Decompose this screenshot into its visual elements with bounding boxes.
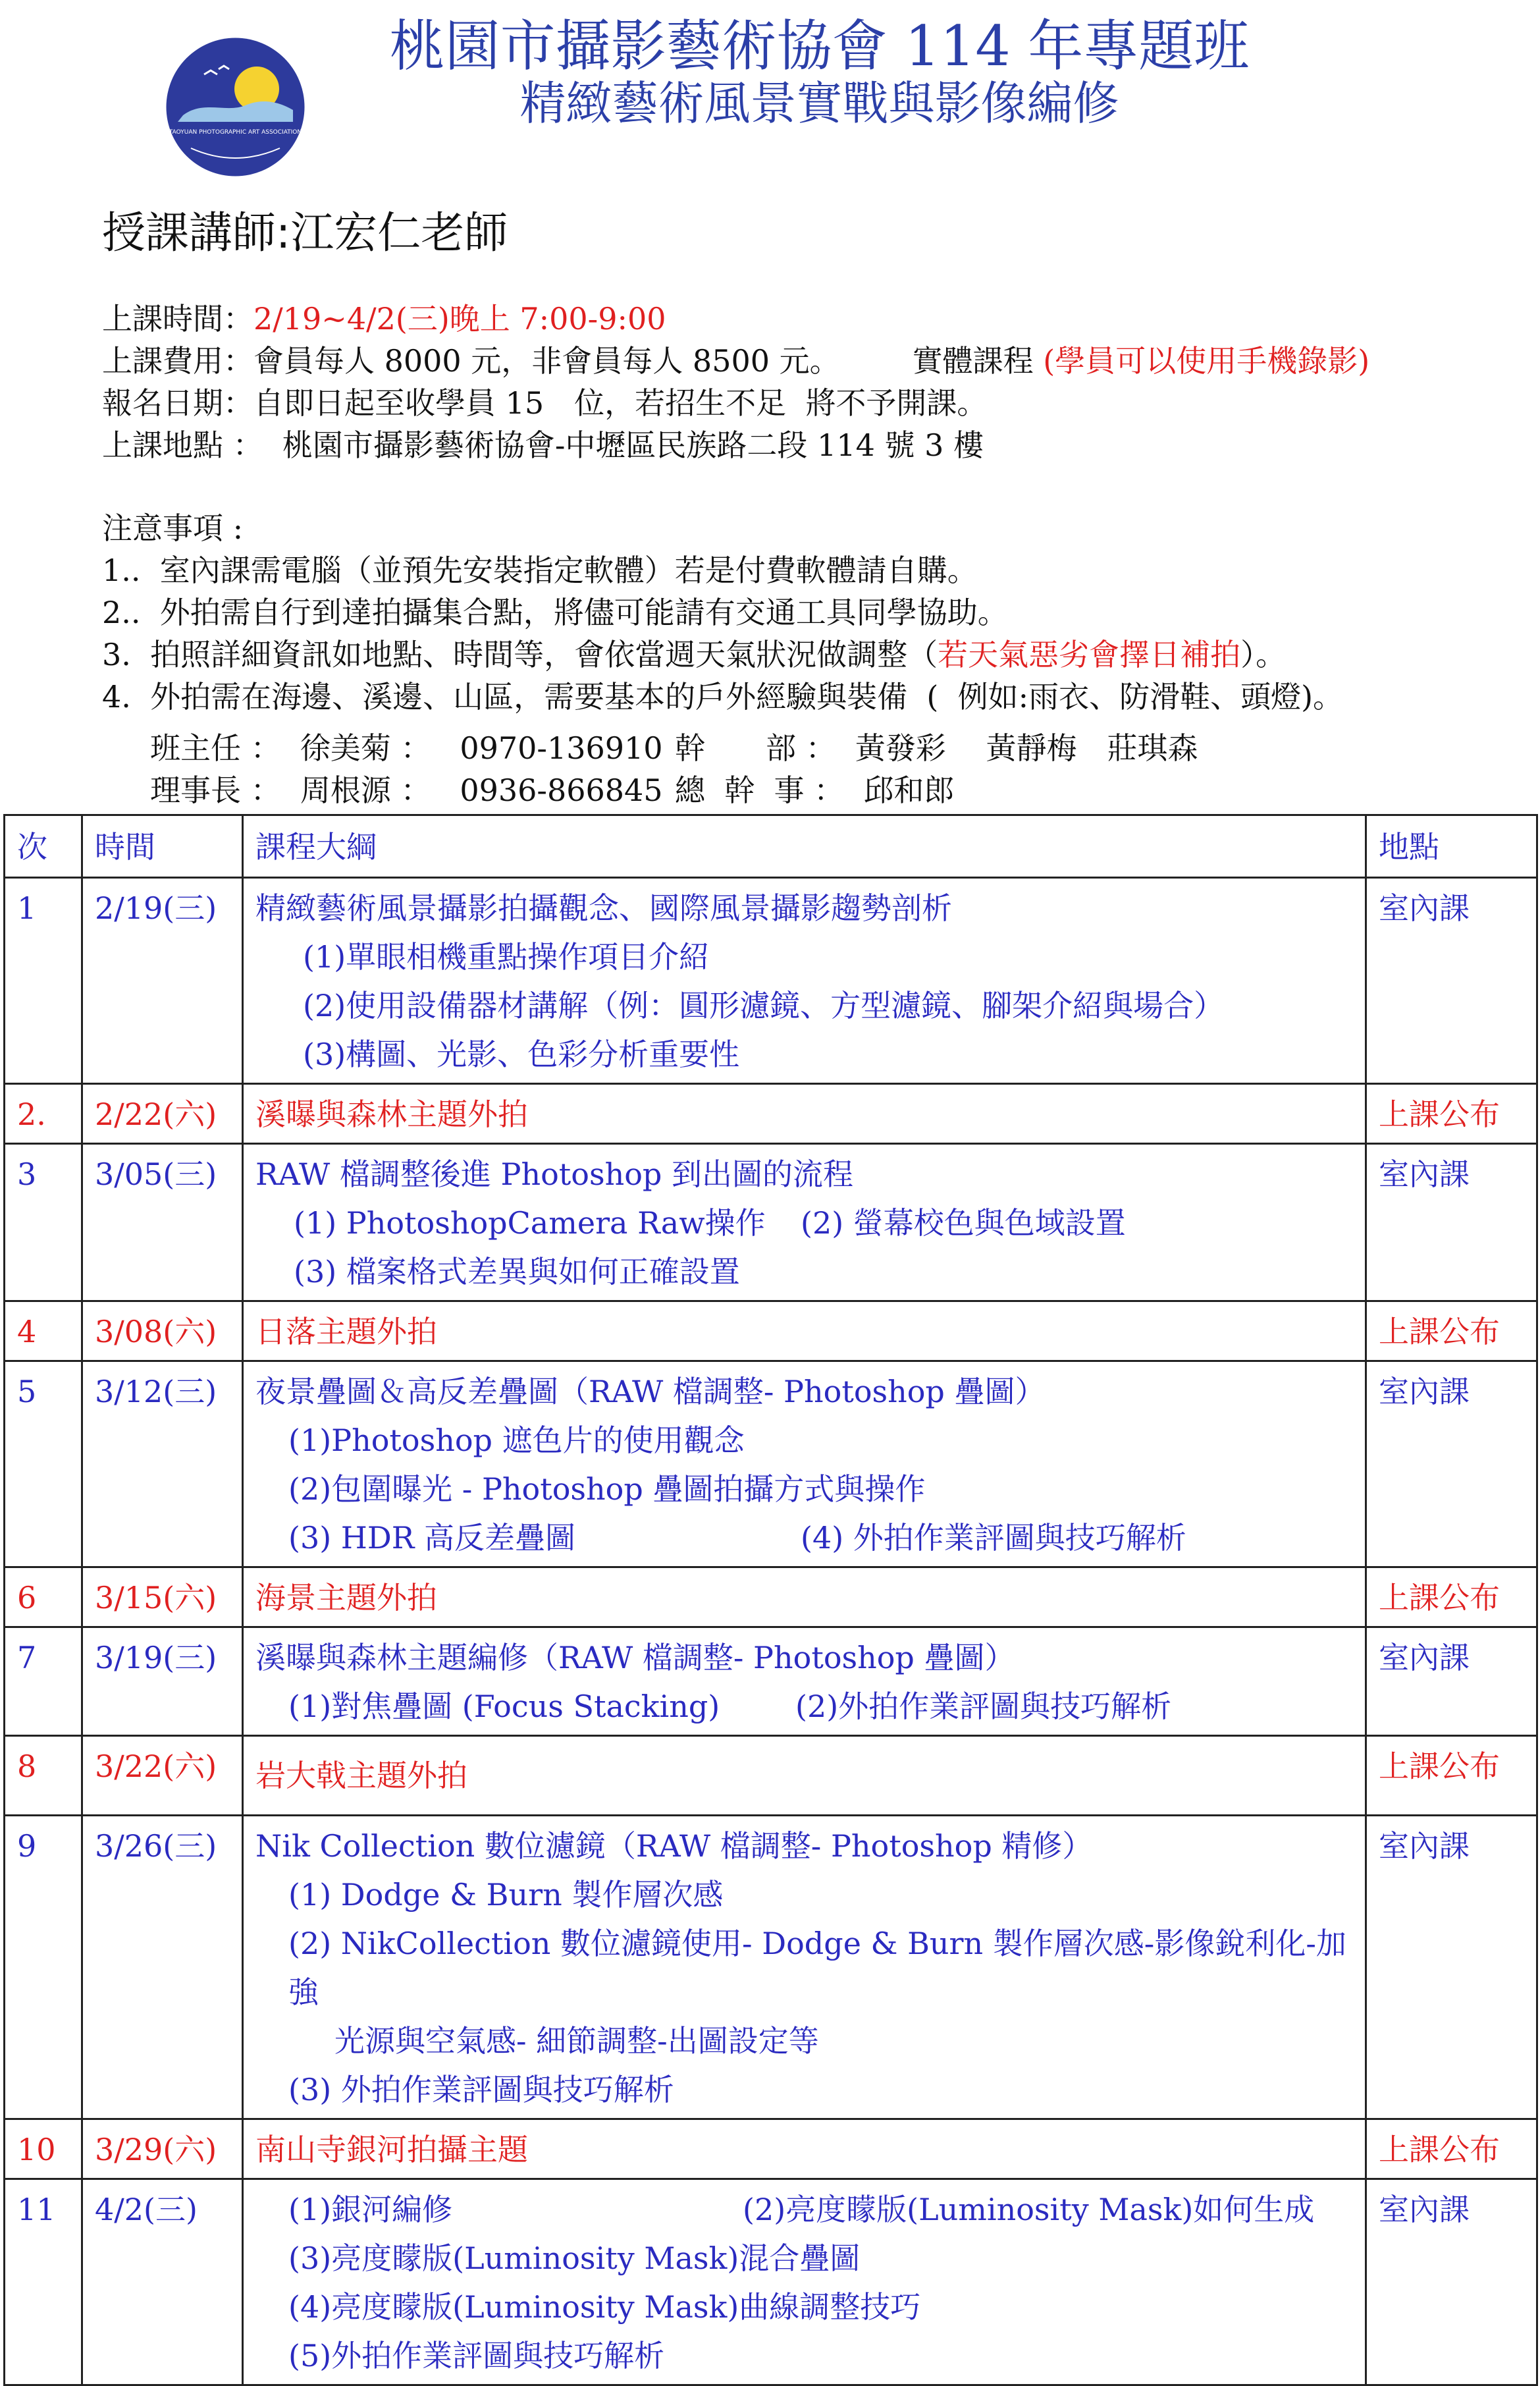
row-sub: (1) Dodge & Burn 製作層次感 xyxy=(288,1877,724,1912)
table-row xyxy=(5,1567,1537,1627)
note-3-end: ）。 xyxy=(1240,637,1287,672)
row-no: 3 xyxy=(5,1144,82,1301)
class-time-label: 上課時間： xyxy=(102,301,253,337)
class-fee xyxy=(102,337,1369,381)
table-row xyxy=(5,1144,1537,1301)
row-place: 上課公布 xyxy=(1366,1301,1537,1361)
row-sub: (2)包圍曝光 - Photoshop 疊圖拍攝方式與操作 xyxy=(288,1471,926,1507)
row-sub: (1)Photoshop 遮色片的使用觀念 xyxy=(288,1423,745,1458)
table-row xyxy=(5,1361,1537,1567)
row-outline xyxy=(243,1361,1366,1567)
row-no: 4 xyxy=(5,1301,82,1361)
note-1: 1.. 室內課需電腦（並預先安裝指定軟體）若是付費軟體請自購。 xyxy=(102,553,978,588)
table-row xyxy=(5,2119,1537,2179)
row-outline xyxy=(243,1816,1366,2119)
row-sub-b: (2)亮度矇版(Luminosity Mask)如何生成 xyxy=(743,2192,1315,2227)
row-sub: (5)外拍作業評圖與技巧解析 xyxy=(288,2338,665,2373)
row-title: 岩大戟主題外拍 xyxy=(243,1736,1366,1816)
row-date: 2/22(六) xyxy=(82,1084,243,1144)
table-row xyxy=(5,1084,1537,1144)
row-date: 2/19(三) xyxy=(82,878,243,1084)
physical-course: 實體課程 xyxy=(912,343,1034,379)
table-row xyxy=(5,1301,1537,1361)
row-date: 3/26(三) xyxy=(82,1816,243,2119)
table-header-row xyxy=(5,815,1537,878)
class-location: 上課地點 ： 桃園市攝影藝術協會-中壢區民族路二段 114 號 3 樓 xyxy=(102,427,984,463)
row-place: 上課公布 xyxy=(1366,1567,1537,1627)
row-no: 7 xyxy=(5,1627,82,1736)
row-sub-a: (1)銀河編修 xyxy=(288,2192,453,2227)
row-sub-b: (4) 外拍作業評圖與技巧解析 xyxy=(801,1520,1186,1556)
row-date: 4/2(三) xyxy=(82,2179,243,2385)
notes-heading: 注意事項 : xyxy=(102,510,244,546)
row-sub xyxy=(255,1682,1353,1731)
row-sub xyxy=(255,2185,1353,2234)
row-date: 3/05(三) xyxy=(82,1144,243,1301)
row-sub: (1)單眼相機重點操作項目介紹 xyxy=(303,939,710,975)
row-date: 3/19(三) xyxy=(82,1627,243,1736)
row-title: 南山寺銀河拍攝主題 xyxy=(243,2119,1366,2179)
contact-chair: 理事長 ： 周根源 ： 0936-866845 xyxy=(150,773,663,808)
row-sub-b: (2) 螢幕校色與色域設置 xyxy=(801,1205,1126,1241)
class-time-value: 2/19~4/2(三)晚上 7:00-9:00 xyxy=(253,301,666,337)
row-outline xyxy=(243,878,1366,1084)
row-sub: (2)使用設備器材講解（例：圓形濾鏡、方型濾鏡、腳架介紹與場合） xyxy=(303,988,1225,1023)
row-title: 精緻藝術風景攝影拍攝觀念、國際風景攝影趨勢剖析 xyxy=(255,890,952,926)
row-sub-a: (3) HDR 高反差疊圖 xyxy=(288,1520,576,1556)
signup-date: 報名日期：自即日起至收學員 15 位，若招生不足 將不予開課。 xyxy=(102,385,988,421)
row-sub xyxy=(255,1199,1353,1247)
row-no: 11 xyxy=(5,2179,82,2385)
schedule-table xyxy=(3,814,1538,2386)
row-place: 上課公布 xyxy=(1366,1084,1537,1144)
logo-caption: TAOYUAN PHOTOGRAPHIC ART ASSOCIATION xyxy=(169,129,302,136)
table-row xyxy=(5,1816,1537,2119)
row-date: 3/08(六) xyxy=(82,1301,243,1361)
row-sub: (2) NikCollection 數位濾鏡使用- Dodge & Burn 製作層次感-影像銳利化-加強 xyxy=(288,1926,1346,2010)
physical-note: (學員可以使用手機錄影) xyxy=(1043,343,1370,379)
header-no: 次 xyxy=(5,815,82,878)
row-date: 3/15(六) xyxy=(82,1567,243,1627)
row-sub: (3) 檔案格式差異與如何正確設置 xyxy=(294,1254,740,1289)
row-outline xyxy=(243,2179,1366,2385)
row-no: 1 xyxy=(5,878,82,1084)
row-sub-a: (1) PhotoshopCamera Raw操作 xyxy=(294,1205,766,1241)
table-row xyxy=(5,1736,1537,1816)
note-3 xyxy=(102,631,1286,674)
row-title: 日落主題外拍 xyxy=(243,1301,1366,1361)
row-title: 溪曝與森林主題編修（RAW 檔調整- Photoshop 疊圖） xyxy=(255,1640,1015,1675)
row-sub: (3) 外拍作業評圖與技巧解析 xyxy=(288,2072,674,2107)
row-outline xyxy=(243,1627,1366,1736)
row-date: 3/12(三) xyxy=(82,1361,243,1567)
row-title: 海景主題外拍 xyxy=(243,1567,1366,1627)
row-date: 3/29(六) xyxy=(82,2119,243,2179)
page-title: 桃園市攝影藝術協會 114 年專題班 xyxy=(389,14,1250,78)
row-sub: (3)亮度矇版(Luminosity Mask)混合疊圖 xyxy=(288,2240,861,2276)
row-title: Nik Collection 數位濾鏡（RAW 檔調整- Photoshop 精修） xyxy=(255,1828,1093,1864)
row-place: 上課公布 xyxy=(1366,1736,1537,1816)
row-place: 室內課 xyxy=(1366,1361,1537,1567)
contact-staff: 幹 部 ： 黃發彩 黃靜梅 莊琪森 xyxy=(675,730,1198,766)
row-sub-b: (2)外拍作業評圖與技巧解析 xyxy=(795,1689,1172,1724)
note-3-red: 若天氣惡劣會擇日補拍 xyxy=(938,637,1241,672)
row-place: 上課公布 xyxy=(1366,2119,1537,2179)
row-sub: (3)構圖、光影、色彩分析重要性 xyxy=(303,1037,740,1072)
row-place: 室內課 xyxy=(1366,2179,1537,2385)
row-no: 10 xyxy=(5,2119,82,2179)
row-sub: 光源與空氣感- 細節調整-出圖設定等 xyxy=(334,2023,819,2059)
class-time xyxy=(102,295,666,339)
table-row xyxy=(5,2179,1537,2385)
row-no: 8 xyxy=(5,1736,82,1816)
table-row xyxy=(5,878,1537,1084)
row-no: 9 xyxy=(5,1816,82,2119)
header-outline: 課程大綱 xyxy=(243,815,1366,878)
header-date: 時間 xyxy=(82,815,243,878)
row-place: 室內課 xyxy=(1366,878,1537,1084)
instructor: 授課講師:江宏仁老師 xyxy=(102,207,508,258)
row-place: 室內課 xyxy=(1366,1816,1537,2119)
contact-secretary: 總 幹 事 ： 邱和郎 xyxy=(675,773,955,808)
row-date: 3/22(六) xyxy=(82,1736,243,1816)
class-fee-text: 上課費用：會員每人 8000 元，非會員每人 8500 元。 xyxy=(102,343,840,379)
note-2: 2.. 外拍需自行到達拍攝集合點，將儘可能請有交通工具同學協助。 xyxy=(102,595,1008,630)
row-sub: (4)亮度矇版(Luminosity Mask)曲線調整技巧 xyxy=(288,2289,921,2325)
note-4: 4. 外拍需在海邊、溪邊、山區，需要基本的戶外經驗與裝備 ( 例如:雨衣、防滑鞋、頭燈)。 xyxy=(102,679,1344,715)
row-no: 5 xyxy=(5,1361,82,1567)
row-place: 室內課 xyxy=(1366,1627,1537,1736)
row-no: 6 xyxy=(5,1567,82,1627)
row-sub xyxy=(255,1513,1353,1562)
row-place: 室內課 xyxy=(1366,1144,1537,1301)
row-outline xyxy=(243,1144,1366,1301)
contact-leader: 班主任 ： 徐美菊 ： 0970-136910 xyxy=(150,730,663,766)
row-sub-a: (1)對焦疊圖 (Focus Stacking) xyxy=(288,1689,720,1724)
row-title: 夜景疊圖＆高反差疊圖（RAW 檔調整- Photoshop 疊圖） xyxy=(255,1374,1046,1409)
page-subtitle: 精緻藝術風景實戰與影像編修 xyxy=(519,76,1119,130)
table-row xyxy=(5,1627,1537,1736)
row-no: 2. xyxy=(5,1084,82,1144)
row-title: 溪曝與森林主題外拍 xyxy=(243,1084,1366,1144)
row-title: RAW 檔調整後進 Photoshop 到出圖的流程 xyxy=(255,1156,853,1192)
header-place: 地點 xyxy=(1366,815,1537,878)
note-3-text: 3. 拍照詳細資訊如地點、時間等，會依當週天氣狀況做調整（ xyxy=(102,637,938,672)
